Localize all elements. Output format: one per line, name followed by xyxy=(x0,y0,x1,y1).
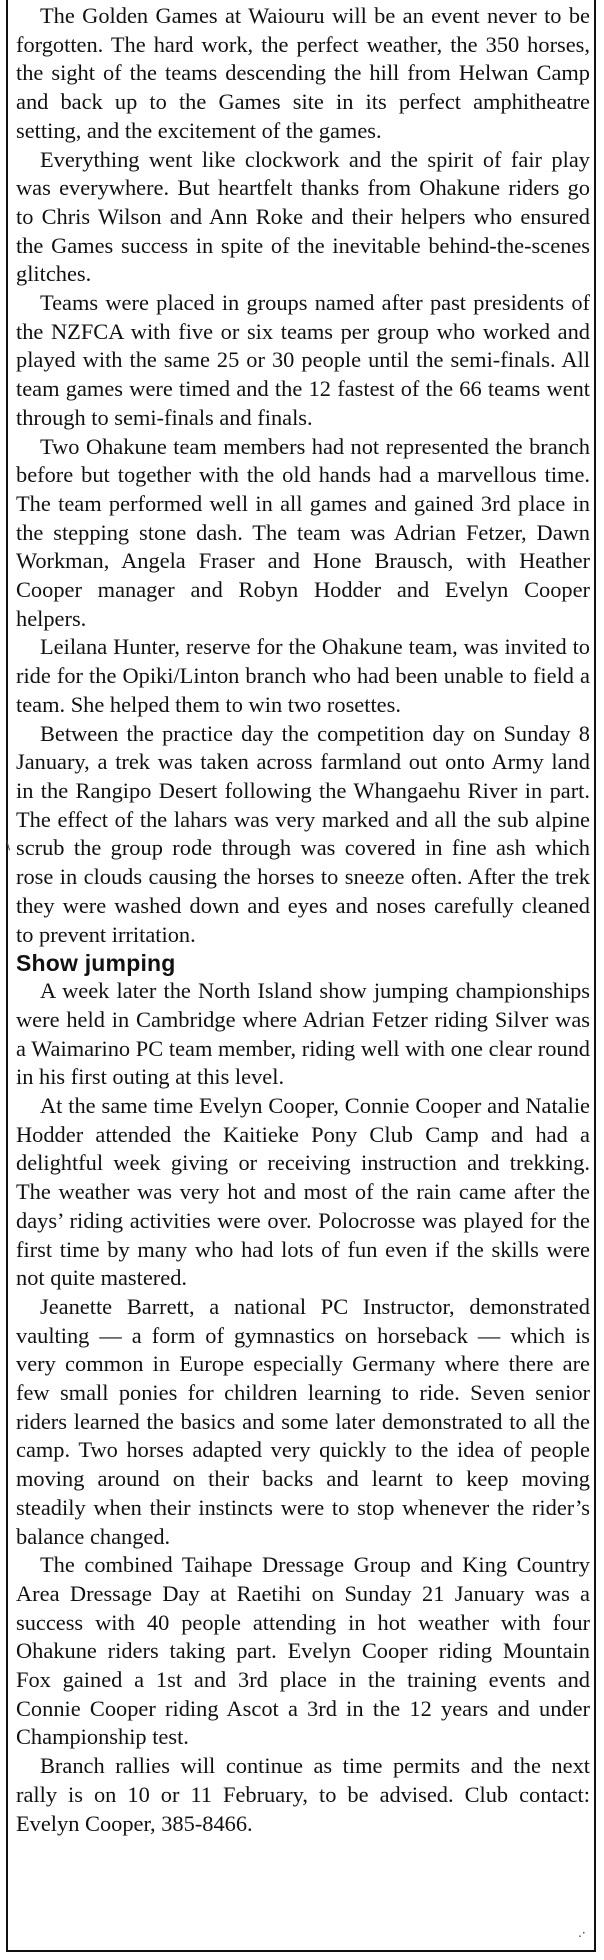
paragraph-team-groups: Teams were placed in groups named after past presidents of the NZFCA with five or six teams per group who worked and played with the same 25 or 30 people until the semi-finals. All team games were timed and the 12 fastest of the 66 teams went through to semi-finals and finals. xyxy=(16,290,590,430)
end-of-article-mark: .· xyxy=(578,1926,586,1940)
paragraph-games-thanks: Everything went like clockwork and the spirit of fair play was everywhere. But heartfelt thanks from Ohakune riders go to Chris Wilson and Ann Roke and their helpers who ensured the Games success in spite of the inevitable behind-the-scenes glitches. xyxy=(16,146,590,287)
article-column xyxy=(16,2,590,1838)
paragraph-vaulting: Jeanette Barrett, a national PC Instructor, demonstrated vaulting — a form of gymnastics on horseback — which is very common in Europe especially Germany where there are few small ponies for children learning to ride. Seven senior riders learned the basics and some later demonstrated to all the camp. Two horses adapted very quickly to the idea of people moving around on their backs and learnt to keep moving steadily when their instincts were to stop whenever the rider’s balance changed. xyxy=(16,1293,590,1549)
paragraph-desert-trek: Between the practice day the competition day on Sunday 8 January, a trek was taken across farmland out onto Army land in the Rangipo Desert following the Whangaehu River in part. The effect of the lahars was very marked and all the sub alpine scrub the group rode through was covered in fine ash which rose in clouds causing the horses to sneeze often. After the trek they were washed down and eyes and noses carefully cleaned to prevent irritation. xyxy=(16,720,590,947)
margin-stray-mark: \ xyxy=(6,838,11,852)
paragraph-pony-club-camp: At the same time Evelyn Cooper, Connie Cooper and Natalie Hodder attended the Kaitieke Pony Club Camp and had a delightful week giving or receiving instruction and trekking. The weather was very hot and most of the rain came after the days’ riding activities were over. Polocrosse was played for the first time by many who had lots of fun even if the skills were not quite mastered. xyxy=(16,1093,590,1291)
paragraph-golden-games-intro: The Golden Games at Waiouru will be an event never to be forgotten. The hard work, the perfect weather, the 350 horses, the sight of the teams descending the hill from Helwan Camp and back up to the Games site in its perfect amphitheatre setting, and the excitement of the games. xyxy=(16,3,590,143)
paragraph-reserve-rider: Leilana Hunter, reserve for the Ohakune team, was invited to ride for the Opiki/Linton branch who had been unable to field a team. She helped them to win two rosettes. xyxy=(16,634,590,717)
section-heading-show-jumping: Show jumping xyxy=(16,950,176,977)
paragraph-show-jumping: A week later the North Island show jumping championships were held in Cambridge where Adrian Fetzer riding Silver was a Waimarino PC team member, riding well with one clear round in his first outing at this level. xyxy=(16,978,590,1090)
paragraph-branch-rallies: Branch rallies will continue as time permits and the next rally is on 10 or 11 February, to be advised. Club contact: Evelyn Cooper, 385-8466. xyxy=(16,1753,590,1836)
paragraph-ohakune-team: Two Ohakune team members had not represented the branch before but together with the old hands had a marvellous time. The team performed well in all games and gained 3rd place in the stepping stone dash. The team was Adrian Fetzer, Dawn Workman, Angela Fraser and Hone Brausch, with Heather Cooper manager and Robyn Hodder and Evelyn Cooper helpers. xyxy=(16,433,590,631)
paragraph-dressage-day: The combined Taihape Dressage Group and King Country Area Dressage Day at Raetihi on Sunday 21 January was a success with 40 people attending in hot weather with four Ohakune riders taking part. Evelyn Cooper riding Mountain Fox gained a 1st and 3rd place in the training events and Connie Cooper riding Ascot a 3rd in the 12 years and under Championship test. xyxy=(16,1552,590,1750)
